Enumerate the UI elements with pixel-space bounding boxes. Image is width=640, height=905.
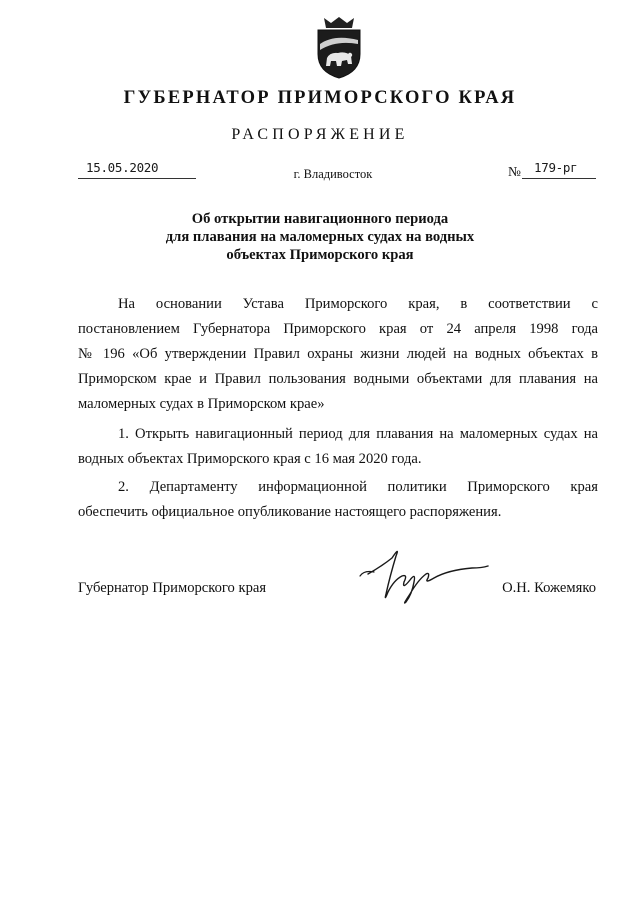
title-line: для плавания на маломерных судах на водных bbox=[165, 229, 475, 245]
document-date: 15.05.2020 bbox=[86, 160, 159, 175]
text-line: 1. Открыть навигационный период для плавания на маломерных судах на bbox=[118, 426, 598, 442]
number-sign: № bbox=[508, 164, 521, 179]
document-title bbox=[150, 210, 490, 264]
coat-of-arms-emblem bbox=[314, 14, 364, 80]
preamble-paragraph bbox=[78, 292, 598, 417]
text-line: постановлением Губернатора Приморского края от 24 апреля 1998 года bbox=[78, 321, 598, 337]
document-type: РАСПОРЯЖЕНИЕ bbox=[231, 126, 409, 143]
text-line: № 196 «Об утверждении Правил охраны жизни людей на водных объектах в bbox=[78, 346, 598, 362]
document-number: 179-рг bbox=[534, 160, 578, 175]
text-line: На основании Устава Приморского края, в соответствии с bbox=[118, 296, 598, 312]
text-line: водных объектах Приморского края с 16 мая 2020 года. bbox=[78, 451, 422, 467]
handwritten-signature bbox=[352, 536, 492, 608]
document-city: г. Владивосток bbox=[293, 167, 373, 181]
text-line: Приморском крае и Правил пользования водными объектами для плавания на bbox=[78, 371, 598, 387]
text-line: обеспечить официальное опубликование настоящего распоряжения. bbox=[78, 504, 502, 520]
text-line: 2. Департаменту информационной политики Приморского края bbox=[118, 479, 598, 495]
title-line: объектах Приморского края bbox=[226, 247, 414, 263]
title-line: Об открытии навигационного периода bbox=[191, 211, 449, 227]
signatory-name: О.Н. Кожемяко bbox=[502, 580, 596, 596]
signatory-position: Губернатор Приморского края bbox=[78, 580, 267, 596]
text-line: маломерных судах в Приморском крае» bbox=[78, 396, 325, 412]
issuer-heading: ГУБЕРНАТОР ПРИМОРСКОГО КРАЯ bbox=[123, 88, 517, 108]
item-2-paragraph bbox=[78, 475, 598, 525]
item-1-paragraph bbox=[78, 422, 598, 472]
